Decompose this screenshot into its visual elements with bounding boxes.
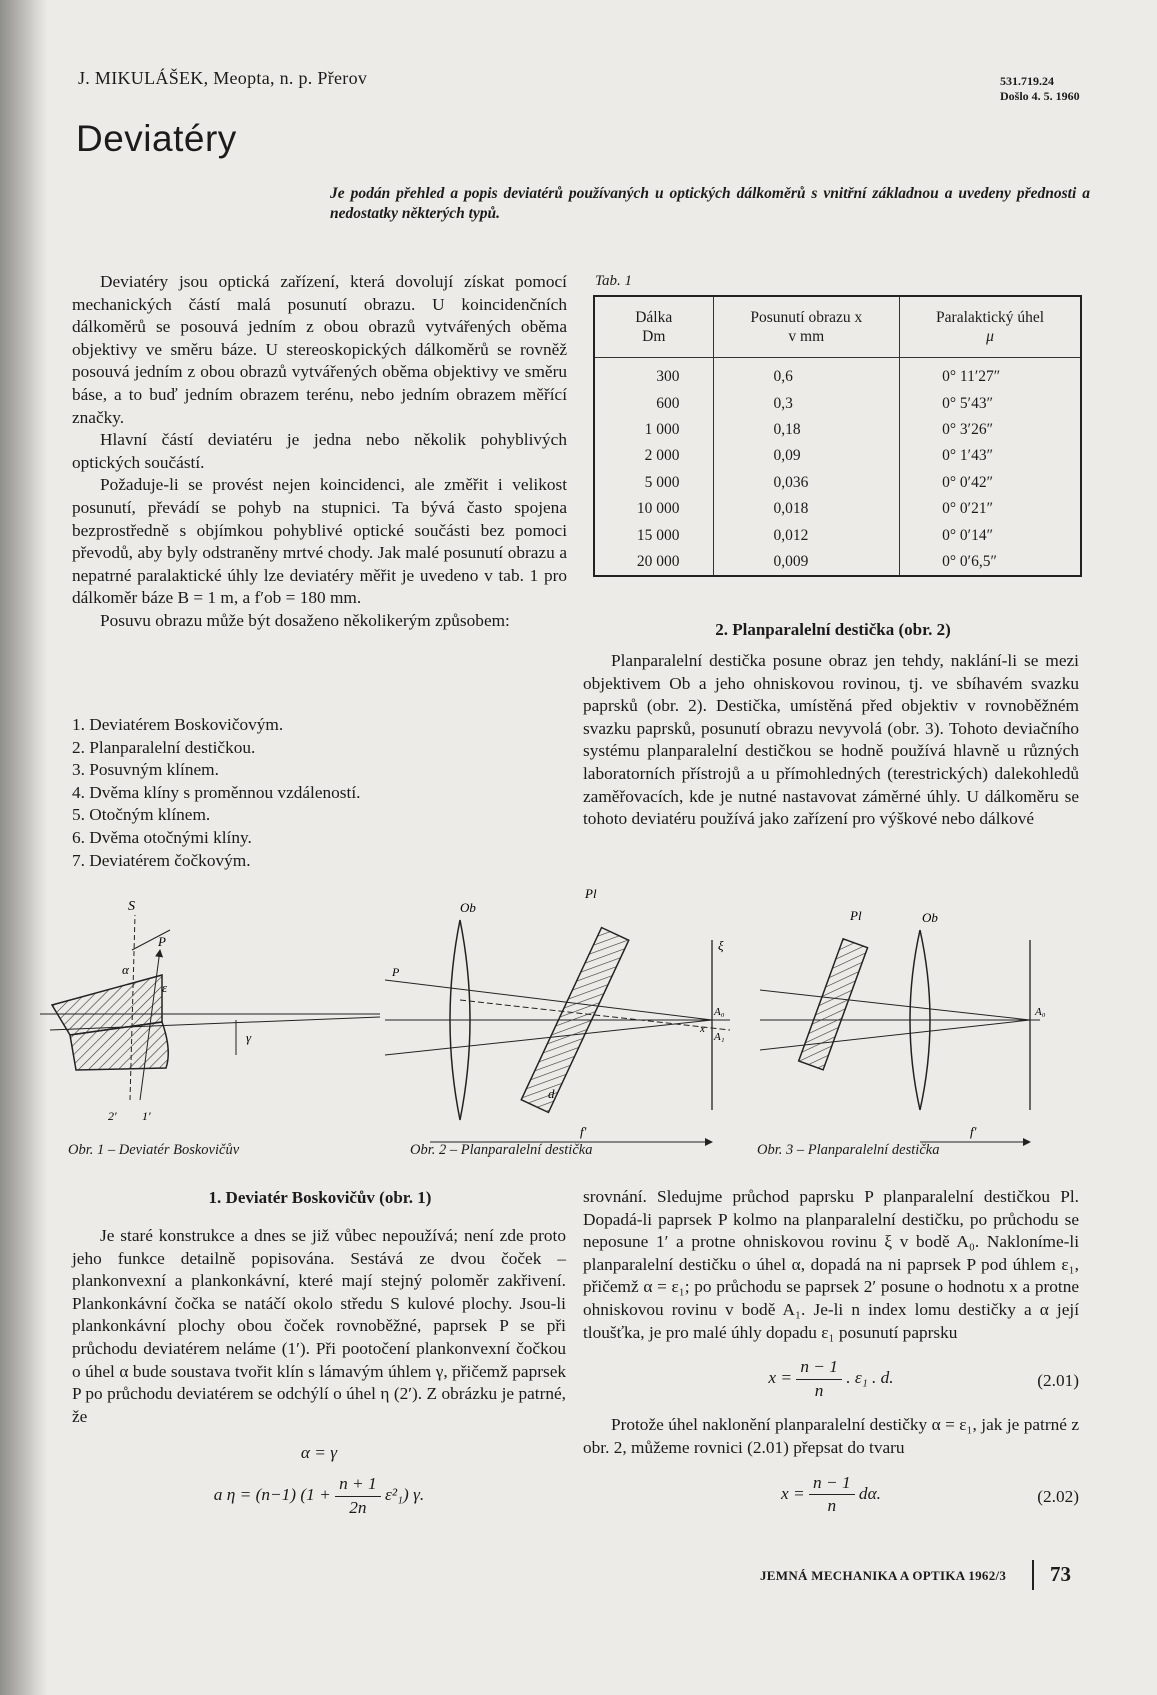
label-A0-3: A₀ [1035, 1006, 1046, 1018]
page-number: 73 [1050, 1562, 1071, 1586]
section-2-text [583, 650, 1079, 831]
section-1-heading: 1. Deviatér Boskovičův (obr. 1) [208, 1188, 432, 1207]
list-item: 5. Otočným klínem. [72, 805, 211, 825]
section-2-continued-paragraph: srovnání. Sledujme průchod paprsku P planparalelní destičkou Pl. Dopadá-li paprsek P kolmo na planparalelní destičku, po průchodu se neposune 1′ a protne ohniskovou rovinu ξ v bodě A₀. Nakloníme-li planparalelní destičku o úhel α, dopadá na ni paprsek P pod úhlem ε₁, přičemž α = ε₁; po průchodu se paprsek 2′ posune o hodnotu x a protne ohniskovou rovinu v bodě A₁. Je-li n index lomu destičky a α její tloušťka, je pro malé úhly dopadu ε₁ posunutí paprsku [583, 1187, 1079, 1342]
list-item: 2. Planparalelní destičkou. [72, 737, 256, 757]
table-row: 600 0,3 0° 5′43″ [594, 390, 1081, 416]
figure-3-caption: Obr. 3 – Planparalelní destička [757, 1142, 940, 1158]
label-gamma: γ [246, 1030, 252, 1045]
author-line: J. MIKULÁŠEK, Meopta, n. p. Přerov [78, 68, 368, 88]
list-item: 4. Dvěma klíny s proměnnou vzdáleností. [72, 782, 361, 802]
abstract: Je podán přehled a popis deviatérů používaných u optických dálkoměrů s vnitřní základnou a uvedeny přednosti a nedostatky některých typů. [330, 185, 1090, 222]
received-date: Došlo 4. 5. 1960 [1000, 89, 1080, 103]
label-f: f′ [580, 1124, 587, 1139]
equation-2-02: x = $\frac{n - 1}{n}$ dα. (2.02) [781, 1472, 1079, 1516]
intro-paragraph-3: Požaduje-li se provést nejen koincidenci, ale změřit i velikost posunutí, převádí se pohyb na stupnici. Ta bývá často spojena bezprostředně s objímkou pohyblivé optické součásti bez pomoci převodů, aby byly odstraněny mrtvé chody. Jak malé posunutí obrazu a nepatrné paralaktické úhly lze deviatéry měřit je uvedeno v tab. 1 pro dálkoměr báze B = 1 m, a f′ob = 180 mm. [72, 475, 567, 608]
table-caption: Tab. 1 [595, 273, 632, 289]
page-gutter-shadow [0, 0, 48, 1695]
label-Pl3: Pl [850, 908, 862, 923]
figure-3-planparallel-plate [760, 908, 1046, 1142]
table-row: 15 000 0,012 0° 0′14″ [594, 522, 1081, 548]
table-row: 300 0,6 0° 11′27″ [594, 358, 1081, 391]
intro-paragraph-2: Hlavní částí deviatéru je jedna nebo několik pohyblivých optických součástí. [72, 430, 567, 472]
figure-2-caption: Obr. 2 – Planparalelní destička [410, 1142, 593, 1158]
intro-paragraph-4: Posuvu obrazu může být dosaženo několikerým způsobem: [100, 610, 510, 630]
label-xi: ξ [718, 938, 724, 953]
equation-number: (2.02) [1037, 1486, 1079, 1506]
equation-eta: a η = (n−1) (1 + $\frac{n + 1}{2n}$ ε²₁) γ. [213, 1473, 425, 1517]
label-A0: A₀ [714, 1006, 725, 1018]
methods-list [72, 714, 360, 872]
label-1prime: 1′ [142, 1109, 151, 1123]
label-Ob: Ob [460, 900, 476, 915]
label-A1: A₁ [714, 1031, 725, 1043]
label-eps: ε [162, 980, 168, 995]
label-2prime: 2′ [108, 1109, 117, 1123]
section-2-continued [583, 1186, 1079, 1530]
section-1-column [72, 1225, 566, 1519]
label-P: P [158, 934, 166, 949]
article-title: Deviatéry [76, 118, 237, 159]
section-2-heading: 2. Planparalelní destička (obr. 2) [715, 620, 951, 639]
udc-code: 531.719.24 [1000, 74, 1054, 88]
footer-divider [1032, 1560, 1034, 1590]
header-shift: Posunutí obrazu x v mm [713, 296, 900, 358]
list-item: 1. Deviatérem Boskovičovým. [72, 715, 284, 734]
equation-number: (2.01) [1037, 1371, 1079, 1391]
intro-column [72, 271, 567, 633]
label-f3: f′ [970, 1124, 977, 1139]
label-alpha: α [122, 962, 129, 977]
label-x: x [700, 1023, 705, 1035]
intro-paragraph-1: Deviatéry jsou optická zařízení, která dovolují získat pomocí mechanických částí malá posunutí obrazu. U koincidenčních dálkoměrů se posouvá jedním z obou obrazů vytvářených oběma objektivy ve směru báze. U stereoskopických dálkoměrů se rovněž posouvá jedním z obou obrazů vytvářených oběma objektivy ve směru báse, a to buď jedním obrazem terénu, nebo jedním obrazem měřící značky. [72, 272, 567, 427]
figure-1-boskovic-deviator [40, 899, 380, 1123]
label-Pl: Pl [585, 886, 597, 901]
table-header-row [594, 296, 1081, 358]
table-row: 10 000 0,018 0° 0′21″ [594, 496, 1081, 522]
header-angle: Paralaktický úhel μ [900, 296, 1081, 358]
figure-2-planparallel-plate [385, 886, 730, 1142]
table-row: 5 000 0,036 0° 0′42″ [594, 470, 1081, 496]
list-item: 7. Deviatérem čočkovým. [72, 850, 251, 870]
section-1-paragraph: Je staré konstrukce a dnes se již vůbec nepoužívá; není zde proto jeho funkce detailně popisována. Sestává ze dvou čoček – plankonvexní a plankonkávní, které mají stejný poloměr zakřivení. Plankonkávní čočka se natáčí okolo středu S kulové plochy. Jsou-li plankonkávní plochy obou čoček rovnoběžné, paprsek P se při průchodu deviatérem neláme (1′). Při pootočení plankonvexní čočkou o úhel α bude soustava tvořit klín s lámavým úhlem γ, přičemž paprsek P po průchodu deviatérem se odchýlí o úhel η (2′). Z obrázku je patrné, že [72, 1226, 566, 1426]
equation-2-01: x = $\frac{n - 1}{n}$ . ε₁ . d. (2.01) [768, 1357, 1079, 1400]
table-row: 20 000 0,009 0° 0′6,5″ [594, 549, 1081, 576]
distance-table [593, 295, 1082, 577]
equation-alpha-gamma: α = γ [300, 1443, 338, 1463]
label-d: d [548, 1086, 555, 1101]
section-2-rewrite-paragraph: Protože úhel naklonění planparalelní destičky α = ε₁, jak je patrné z obr. 2, můžeme rovnici (2.01) přepsat do tvaru [583, 1415, 1079, 1457]
list-item: 6. Dvěma otočnými klíny. [72, 827, 252, 847]
label-S: S [128, 899, 135, 914]
header-distance: Dálka Dm [594, 296, 713, 358]
figures-svg [40, 880, 1080, 1150]
label-P2: P [392, 965, 400, 979]
table-row: 1 000 0,18 0° 3′26″ [594, 417, 1081, 443]
udc-block [1000, 74, 1080, 104]
list-item: 3. Posuvným klínem. [72, 760, 219, 780]
table-row: 2 000 0,09 0° 1′43″ [594, 443, 1081, 469]
figure-1-caption: Obr. 1 – Deviatér Boskovičův [68, 1142, 240, 1158]
section-2-paragraph: Planparalelní destička posune obraz jen tehdy, naklání-li se mezi objektivem Ob a jeho ohniskovou rovinou, tj. ve sbíhavém svazku paprsků (obr. 2). Destička, umístěná před objektiv v rovnoběžném svazku paprsků, posunutí obrazu nevyvolá (obr. 3). Tohoto deviačního systému planparalelní destičkou se hodně používá hlavně u různých laboratorních přístrojů a u přímohledných (terestrických) dalekohledů zaměřovacích, kde je nutné nastavovat záměrné úhly. U dálkoměru se tohoto deviatéru používá jako zařízení pro výškové nebo dálkové [583, 651, 1079, 829]
label-Ob3: Ob [922, 910, 938, 925]
journal-footer: JEMNÁ MECHANIKA A OPTIKA 1962/3 [760, 1568, 1007, 1583]
